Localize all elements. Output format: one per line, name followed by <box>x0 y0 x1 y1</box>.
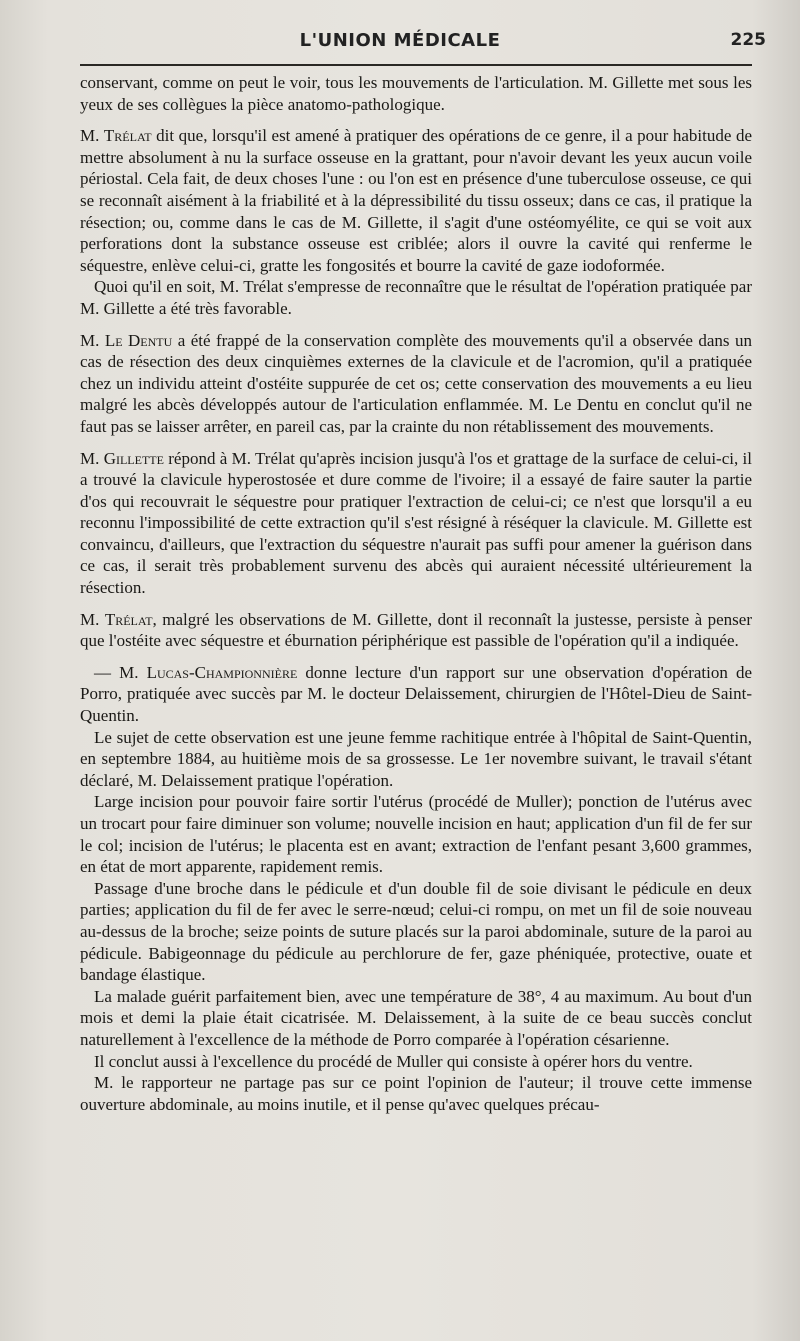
speaker-name: Gillette <box>103 448 164 468</box>
paragraph: Large incision pour pouvoir faire sortir l'utérus (procédé de Muller); ponction de l'utérus avec un trocart pour faire diminuer son volume; nouvelle incision en haut; application d'un fil de fer sur le col; incision de l'utérus; le placenta est en avant; extraction de l'enfant pesant 3,600 grammes, en état de mort apparente, rapidement remis. <box>80 792 752 877</box>
article-body <box>80 72 752 1115</box>
paragraph: Passage d'une broche dans le pédicule et d'un double fil de soie divisant le pédicule en deux parties; application du fil de fer avec le serre-nœud; celui-ci rompu, on met un fil de soie nouveau au-dessus de la broche; seize points de suture placés sur la paroi abdominale, suture de la paroi au pédicule. Babigeonnage du pédicule au perchlorure de fer, gaze phéniquée, protective, ouate et bandage élastique. <box>80 878 752 985</box>
paragraph: Quoi qu'il en soit, M. Trélat s'empresse de reconnaître que le résultat de l'opération pratiquée par M. Gillette a été très favorable. <box>80 277 752 318</box>
paragraph: — M. Lucas-Championnière donne lecture d'un rapport sur une observation d'opération de Porro, pratiquée avec succès par M. le docteur Delaissement, chirurgien de l'Hôtel-Dieu de Saint-Quentin. <box>80 662 753 726</box>
speaker-name: Trélat <box>104 609 153 629</box>
paragraph: M. Trélat, malgré les observations de M. Gillette, dont il reconnaît la justesse, persiste à penser que l'ostéite avec séquestre et éburnation périphérique est passible de l'opération qu'il a indiquée. <box>80 609 752 651</box>
header-rule <box>80 64 752 66</box>
paragraph: Il conclut aussi à l'excellence du procédé de Muller qui consiste à opérer hors du ventre. <box>94 1051 693 1071</box>
running-title: L'UNION MÉDICALE <box>299 30 501 51</box>
speaker-name: Trélat <box>103 126 152 146</box>
paragraph: Le sujet de cette observation est une jeune femme rachitique entrée à l'hôpital de Saint-Quentin, en septembre 1884, au huitième mois de sa grossesse. Le 1er novembre suivant, le travail s'étant déclaré, M. Delaissement pratique l'opération. <box>80 727 752 790</box>
paragraph: La malade guérit parfaitement bien, avec une température de 38°, 4 au maximum. Au bout d'un mois et demi la plaie était cicatrisée. M. Delaissement, à la suite de ce beau succès conclut naturellement à l'excellence de la méthode de Porro comparée à l'opération césarienne. <box>80 986 752 1049</box>
paragraph: M. Trélat dit que, lorsqu'il est amené à pratiquer des opérations de ce genre, il a pour habitude de mettre absolument à nu la surface osseuse en la grattant, pour n'avoir devant les yeux aucun voile périostal. Cela fait, de deux choses l'une : ou l'on est en présence d'une tuberculose osseuse, ce qui se reconnaît aisément à la friabilité et à la dépressibilité du tissu osseux; dans ce cas, il pratique la résection; ou, comme dans le cas de M. Gillette, il s'agit d'une ostéomyélite, ce qui se voit aux perforations dont la substance osseuse est criblée; alors il ouvre la cavité qui renferme le séquestre, enlève celui-ci, gratte les fongosités et bourre la cavité de gaze iodoformée. <box>80 126 752 275</box>
page-number: 225 <box>730 30 766 50</box>
page-header <box>0 22 800 62</box>
paragraph: M. Gillette répond à M. Trélat qu'après incision jusqu'à l'os et grattage de la surface de celui-ci, il a trouvé la clavicule hyperostosée et dure comme de l'ivoire; il a essayé de faire sauter la partie d'os qui recouvrait le séquestre pour pratiquer l'extraction de celui-ci; ce n'est que lorsqu'il a eu reconnu l'impossibilité de cette extraction qu'il s'est résigné à réséquer la clavicule. M. Gillette est convaincu, d'ailleurs, que l'extraction du séquestre n'aurait pas suffi pour amener la guérison dans ce cas, il serait très probablement survenu des abcès qui auraient nécessité ultérieurement la résection. <box>80 448 752 598</box>
paragraph: conservant, comme on peut le voir, tous les mouvements de l'articulation. M. Gillette met sous les yeux de ses collègues la pièce anatomo-pathologique. <box>80 73 752 114</box>
paragraph: M. Le Dentu a été frappé de la conservation complète des mouvements qu'il a observée dans un cas de résection des deux cinquièmes externes de la clavicule et de l'acromion, qu'il a pratiquée chez un individu atteint d'ostéite suppurée de cet os; cette conservation des mouvements a eu lieu malgré les abcès développés autour de l'articulation enflammée. M. Le Dentu en conclut qu'il ne faut pas se laisser arrêter, en pareil cas, par la crainte du non rétablissement des mouvements. <box>80 330 752 436</box>
paragraph: M. le rapporteur ne partage pas sur ce point l'opinion de l'auteur; il trouve cette immense ouverture abdominale, au moins inutile, et il pense qu'avec quelques précau- <box>80 1073 752 1114</box>
speaker-name: Lucas-Championnière <box>146 662 298 682</box>
speaker-name: Le Dentu <box>104 330 173 350</box>
